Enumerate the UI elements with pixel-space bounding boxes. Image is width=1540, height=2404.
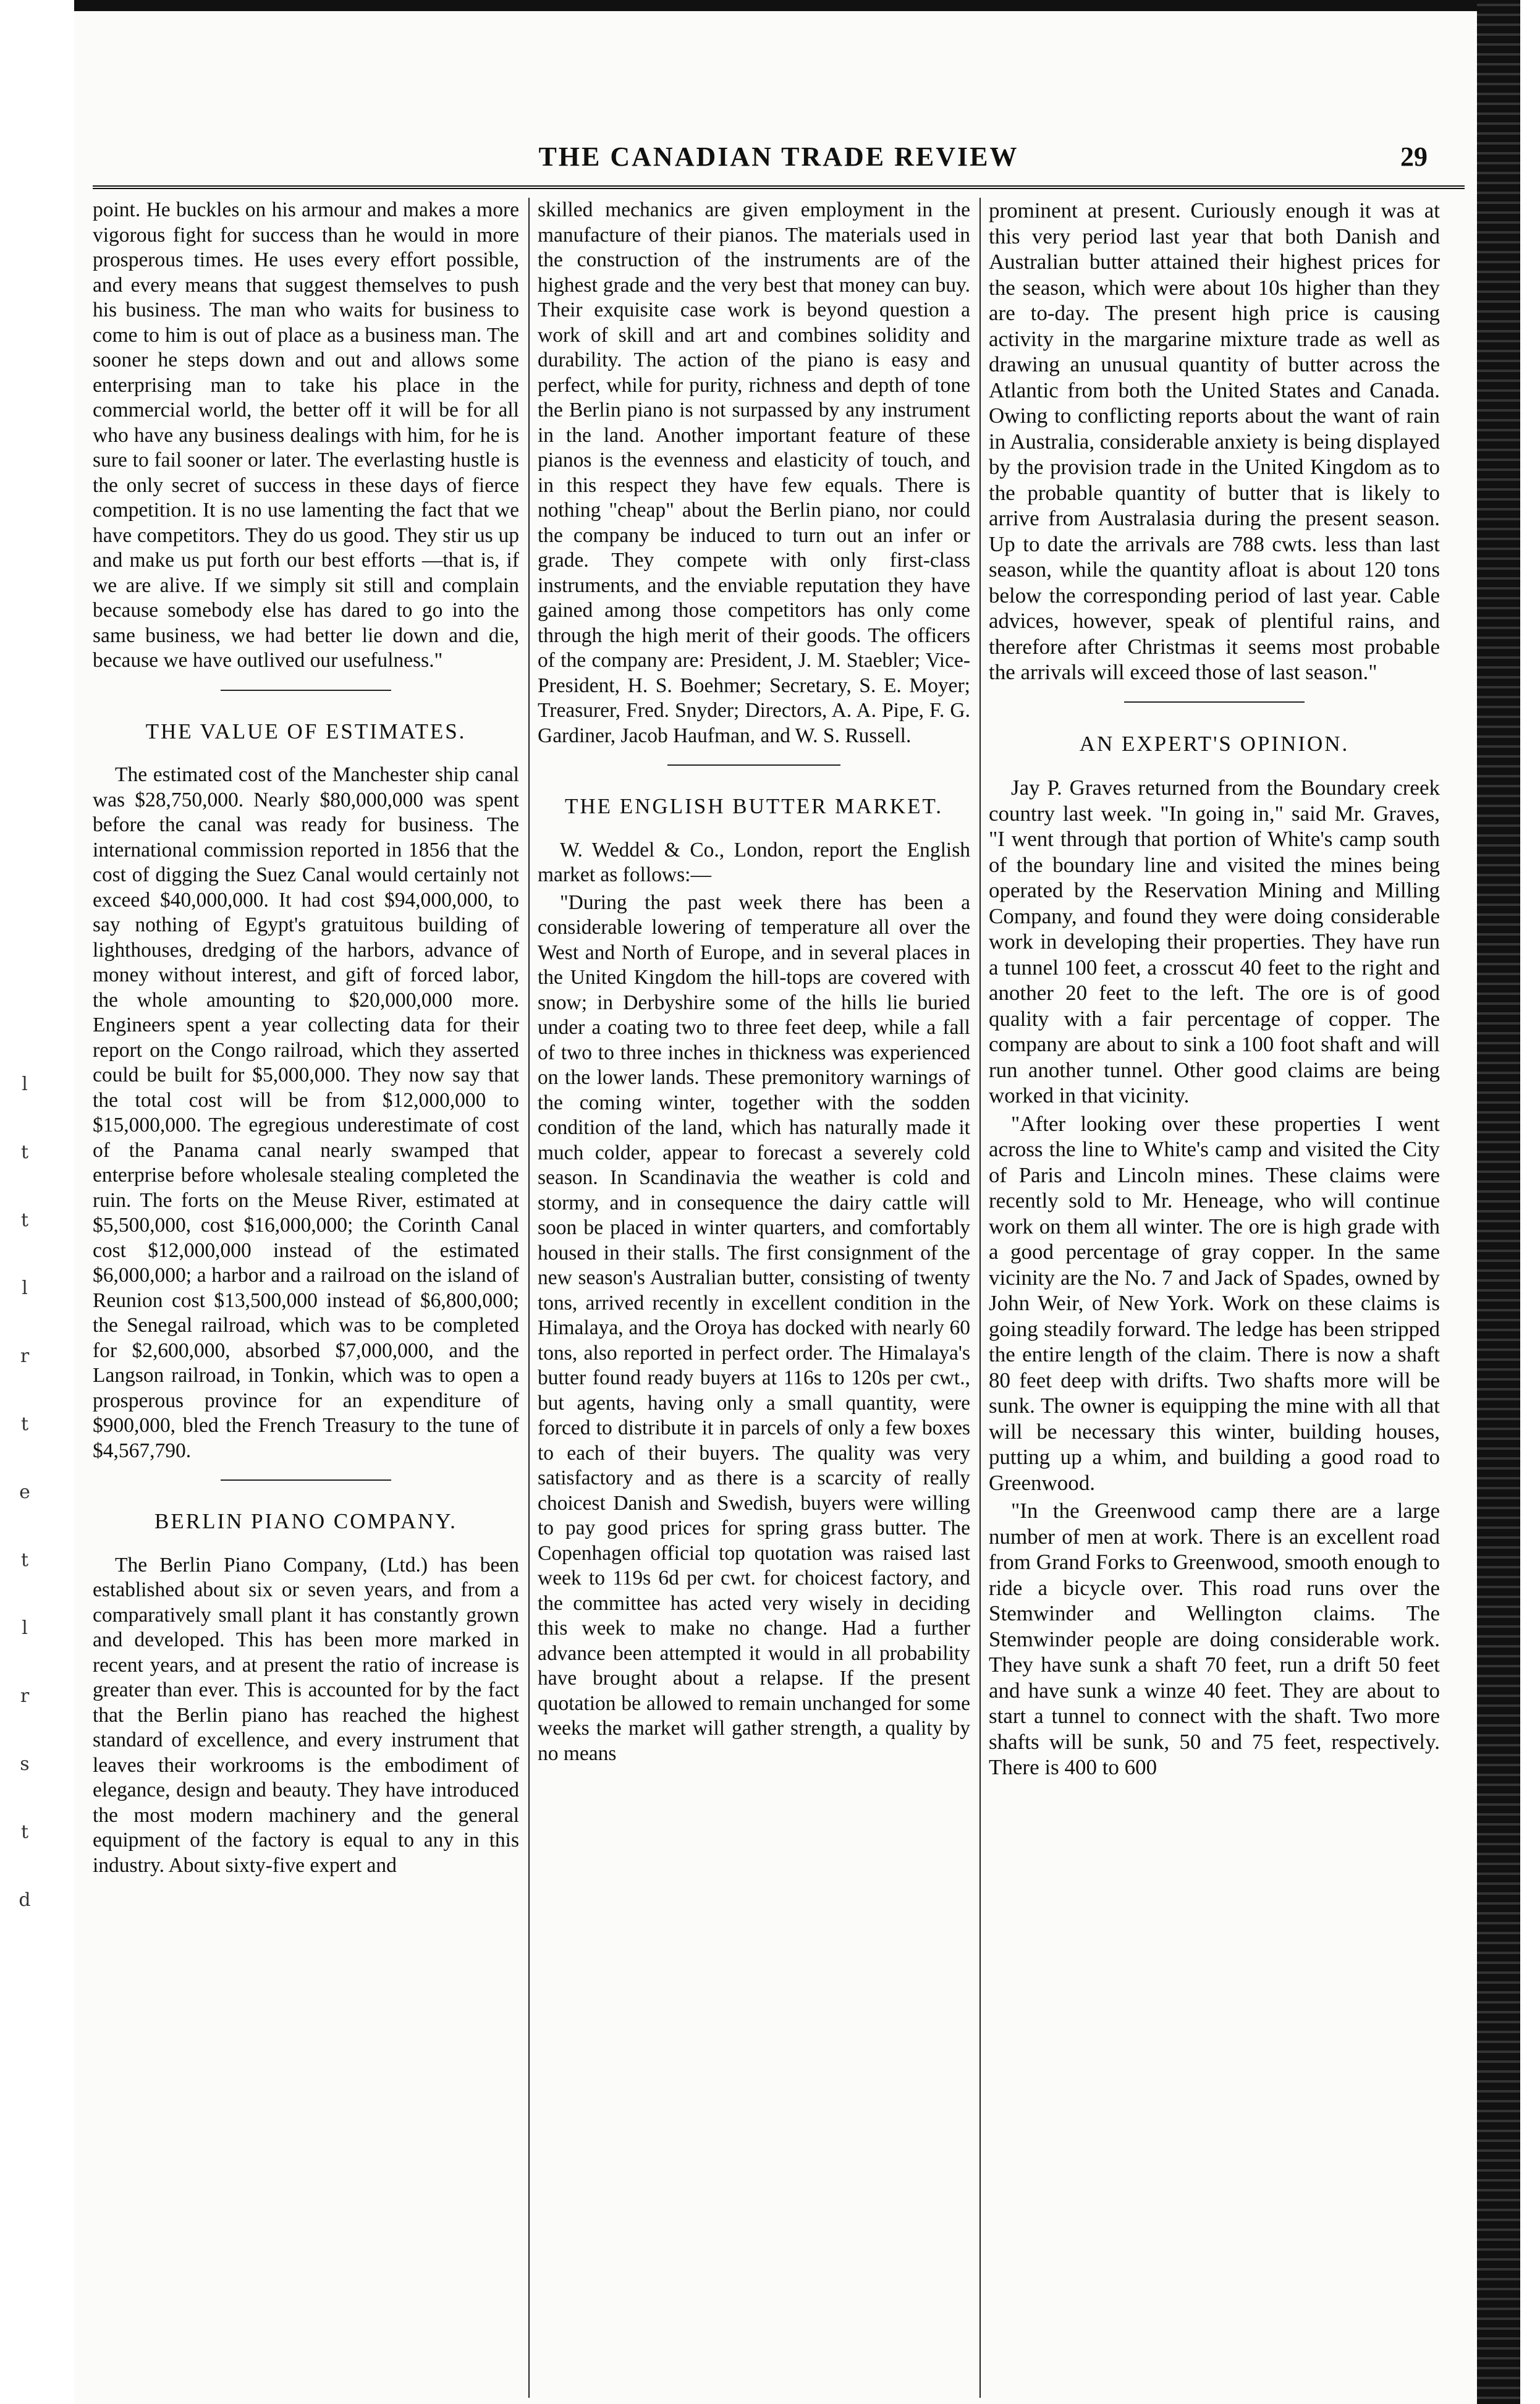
article-continuation: point. He buckles on his armour and makes a more vigorous fight for success than he would in more prosperous times. He uses every effort possible, and every means that suggest themselves to push his business. The man who waits for business to come to him is out of place as a business man. The sooner he steps down and out and allows some enterprising man to take his place in the commercial world, the better off it will be for all who have any business dealings with him, for he is sure to fail sooner or later. The everlasting hustle is the only secret of success in these days of fierce competition. It is no use lamenting the fact that we have competitors. They do us good. They stir us up and make us put forth our best efforts —that is, if we are alive. If we simply sit still and complain because somebody else has dared to go into the same business, we had better lie down and die, because we have outlived our usefulness.": [93, 198, 519, 672]
page-header: [93, 130, 1465, 189]
margin-mark: t: [20, 1413, 29, 1435]
margin-marks: [0, 1051, 49, 2287]
margin-mark: d: [19, 1889, 31, 1911]
margin-mark: l: [22, 1617, 28, 1639]
margin-mark: t: [20, 1821, 29, 1843]
margin-mark: t: [20, 1209, 29, 1231]
article-butter-continued: prominent at present. Curiously enough it was at this very period last year that both Danish and Australian butter attained their highest prices for the season, which were about 10s higher than they are to-day. The present high price is causing activity in the margarine mixture trade as well as drawing an unusual quantity of butter across the Atlantic from both the United States and Canada. Owing to conflicting reports about the want of rain in Australia, considerable anxiety is being displayed by the provision trade in the United Kingdom as to the probable quantity of butter that is likely to arrive from Australasia during the present season. Up to date the arrivals are 788 cwts. less than last season, while the quantity afloat is about 120 tons below the corresponding period of last year. Cable advices, however, speak of plentiful rains, and therefore after Christmas it seems most probable the arrivals will exceed those of last season.": [989, 198, 1440, 684]
article-butter-market: "During the past week there has been a considerable lowering of temperature all over the West and North of Europe, and in several places in the United Kingdom the hill-tops are covered with snow; in Derbyshire some of the hills lie buried under a coating two to three feet deep, while a fall of two to three inches in thickness was experienced on the lower lands. These premonitory warnings of the coming winter, together with the sodden condition of the land, which has naturally made it much colder, appear to forecast a severely cold season. In Scandinavia the weather is cold and stormy, and in consequence the dairy cattle will soon be placed in winter quarters, and comfortably housed in their stalls. The first consignment of the new season's Australian butter, consisting of twenty tons, arrived recently in excellent condition in the Himalaya, and the Oroya has docked with nearly 60 tons, also reported in perfect order. The Himalaya's butter found ready buyers at 116s to 120s per cwt., but agents, having only a small quantity, were forced to distribute it in parcels of only a few boxes to each of their buyers. The quality was very satisfactory and as there is a scarcity of really choicest Danish and Swedish, buyers were willing to pay good prices for spring grass butter. The Copenhagen official top quotation was raised last week to 119s 6d per cwt. for choicest factory, and the committee has acted very wisely in deciding this week to make no change. Had a further advance been attempted it would in all probability have brought about a relapse. If the present quotation be allowed to remain unchanged for some weeks the market will gather strength, a quality by no means: [538, 891, 970, 1765]
column-divider: [528, 198, 530, 2398]
article-expert-p3: "In the Greenwood camp there are a large number of men at work. There is an excellent road from Grand Forks to Greenwood, smooth enough to ride a bicycle over. This road runs over the Stemwinder and Wellington claims. The Stemwinder people are doing considerable work. They have sunk a shaft 70 feet, run a drift 50 feet and have sunk a winze 40 feet. They are about to start a tunnel to connect with the shaft. Two more shafts will be sunk, 50 and 75 feet, respectively. There is 400 to 600: [989, 1499, 1440, 1779]
article-estimates: The estimated cost of the Manchester ship canal was $28,750,000. Nearly $80,000,000 was spent before the canal was ready for business. The international commission reported in 1856 that the cost of digging the Suez Canal would certainly not exceed $40,000,000. It had cost $94,000,000, to say nothing of Egypt's gratuitous building of lighthouses, dredging of the harbors, advance of money without interest, and gift of forced labor, the whole amounting to $20,000,000 more. Engineers spent a year collecting data for their report on the Congo railroad, which they asserted could be built for $5,000,000. They now say that the total cost will be from $12,000,000 to $15,000,000. The egregious underestimate of cost of the Panama canal nearly swamped that enterprise before wholesale stealing completed the ruin. The forts on the Meuse River, estimated at $5,500,000, cost $16,000,000; the Corinth Canal cost $12,000,000 instead of the estimated $6,000,000; a harbor and a railroad on the island of Reunion cost $13,500,000 instead of $6,800,000; the Senegal railroad, which was to be completed for $2,600,000, absorbed $7,000,000, and the Langson railroad, in Tonkin, which was to open a prosperous province for an expenditure of $900,000, bled the French Treasury to the tune of $4,567,790.: [93, 763, 519, 1462]
margin-mark: l: [22, 1277, 28, 1299]
publication-title: THE CANADIAN TRADE REVIEW: [538, 142, 1019, 172]
margin-mark: t: [20, 1549, 29, 1571]
top-border: [74, 0, 1520, 11]
article-expert-p1: Jay P. Graves returned from the Boundary creek country last week. "In going in," said Mr. Graves, "I went through that portion of White's camp south of the boundary line and visited the mines being operated by the Reservation Mining and Milling Company, and found they were doing considerable work in developing their properties. They have run a tunnel 100 feet, a crosscut 40 feet to the right and another 20 feet to the left. The ore is of good quality with a fair percentage of copper. The company are about to sink a 100 foot shaft and will run another tunnel. Other good claims are being worked in that vicinity.: [989, 776, 1440, 1107]
heading-english-butter-market: THE ENGLISH BUTTER MARKET.: [564, 794, 944, 818]
margin-mark: r: [20, 1345, 30, 1367]
heading-value-of-estimates: THE VALUE OF ESTIMATES.: [145, 719, 467, 743]
section-rule: [221, 690, 391, 691]
column-1: [93, 198, 519, 2398]
margin-mark: t: [20, 1141, 29, 1163]
heading-experts-opinion: AN EXPERT'S OPINION.: [1079, 731, 1350, 756]
margin-mark: l: [22, 1073, 28, 1095]
newspaper-page: [74, 0, 1520, 2404]
article-butter-intro: W. Weddel & Co., London, report the English market as follows:—: [538, 838, 970, 886]
column-3: [989, 198, 1440, 2398]
margin-mark: e: [19, 1481, 30, 1503]
heading-berlin-piano: BERLIN PIANO COMPANY.: [154, 1509, 457, 1533]
binding-edge: [1477, 0, 1520, 2404]
article-berlin-piano-continued: skilled mechanics are given employment in the manufacture of their pianos. The materials used in the construction of the instruments are of the highest grade and the very best that money can buy. Their exquisite case work is beyond question a work of skill and art and combines solidity and durability. The action of the piano is easy and perfect, while for purity, richness and depth of tone the Berlin piano is not surpassed by any instrument in the land. Another important feature of these pianos is the evenness and elasticity of touch, and in this respect they have few equals. There is nothing "cheap" about the Berlin piano, nor could the company be induced to turn out an infer or grade. They compete with only first-class instruments, and the enviable reputation they have gained among those competitors has only come through the high merit of their goods. The officers of the company are: President, J. M. Staebler; Vice-President, H. S. Boehmer; Secretary, S. E. Moyer; Treasurer, Fred. Snyder; Directors, A. A. Pipe, F. G. Gardiner, Jacob Haufman, and W. S. Russell.: [538, 198, 970, 747]
section-rule: [221, 1479, 391, 1481]
column-divider: [979, 198, 981, 2398]
article-expert-p2: "After looking over these properties I went across the line to White's camp and visited the City of Paris and Lincoln mines. These claims were recently sold to Mr. Heneage, who will continue work on them all winter. The ore is high grade with a good percentage of gray copper. In the same vicinity are the No. 7 and Jack of Spades, owned by John Weir, of New York. Work on these claims is going steadily forward. The ledge has been stripped the entire length of the claim. There is now a shaft 80 feet deep with drifts. Two shafts more will be sunk. The owner is equipping the mine with all that will be necessary this winter, building houses, putting up a whim, and building a good road to Greenwood.: [989, 1111, 1440, 1495]
section-rule: [667, 764, 840, 766]
article-berlin-piano: The Berlin Piano Company, (Ltd.) has been established about six or seven years, and from a comparatively small plant it has constantly grown and developed. This has been more marked in recent years, and at present the ratio of increase is greater than ever. This is accounted for by the fact that the Berlin piano has reached the highest standard of excellence, and every instrument that leaves their workrooms is the embodiment of elegance, design and beauty. They have introduced the most modern machinery and the general equipment of the factory is equal to any in this industry. About sixty-five expert and: [93, 1553, 519, 1877]
margin-mark: s: [20, 1753, 30, 1775]
section-rule: [1124, 701, 1305, 703]
page-number: 29: [1400, 142, 1428, 172]
margin-mark: r: [20, 1685, 30, 1707]
column-2: [538, 198, 970, 2398]
